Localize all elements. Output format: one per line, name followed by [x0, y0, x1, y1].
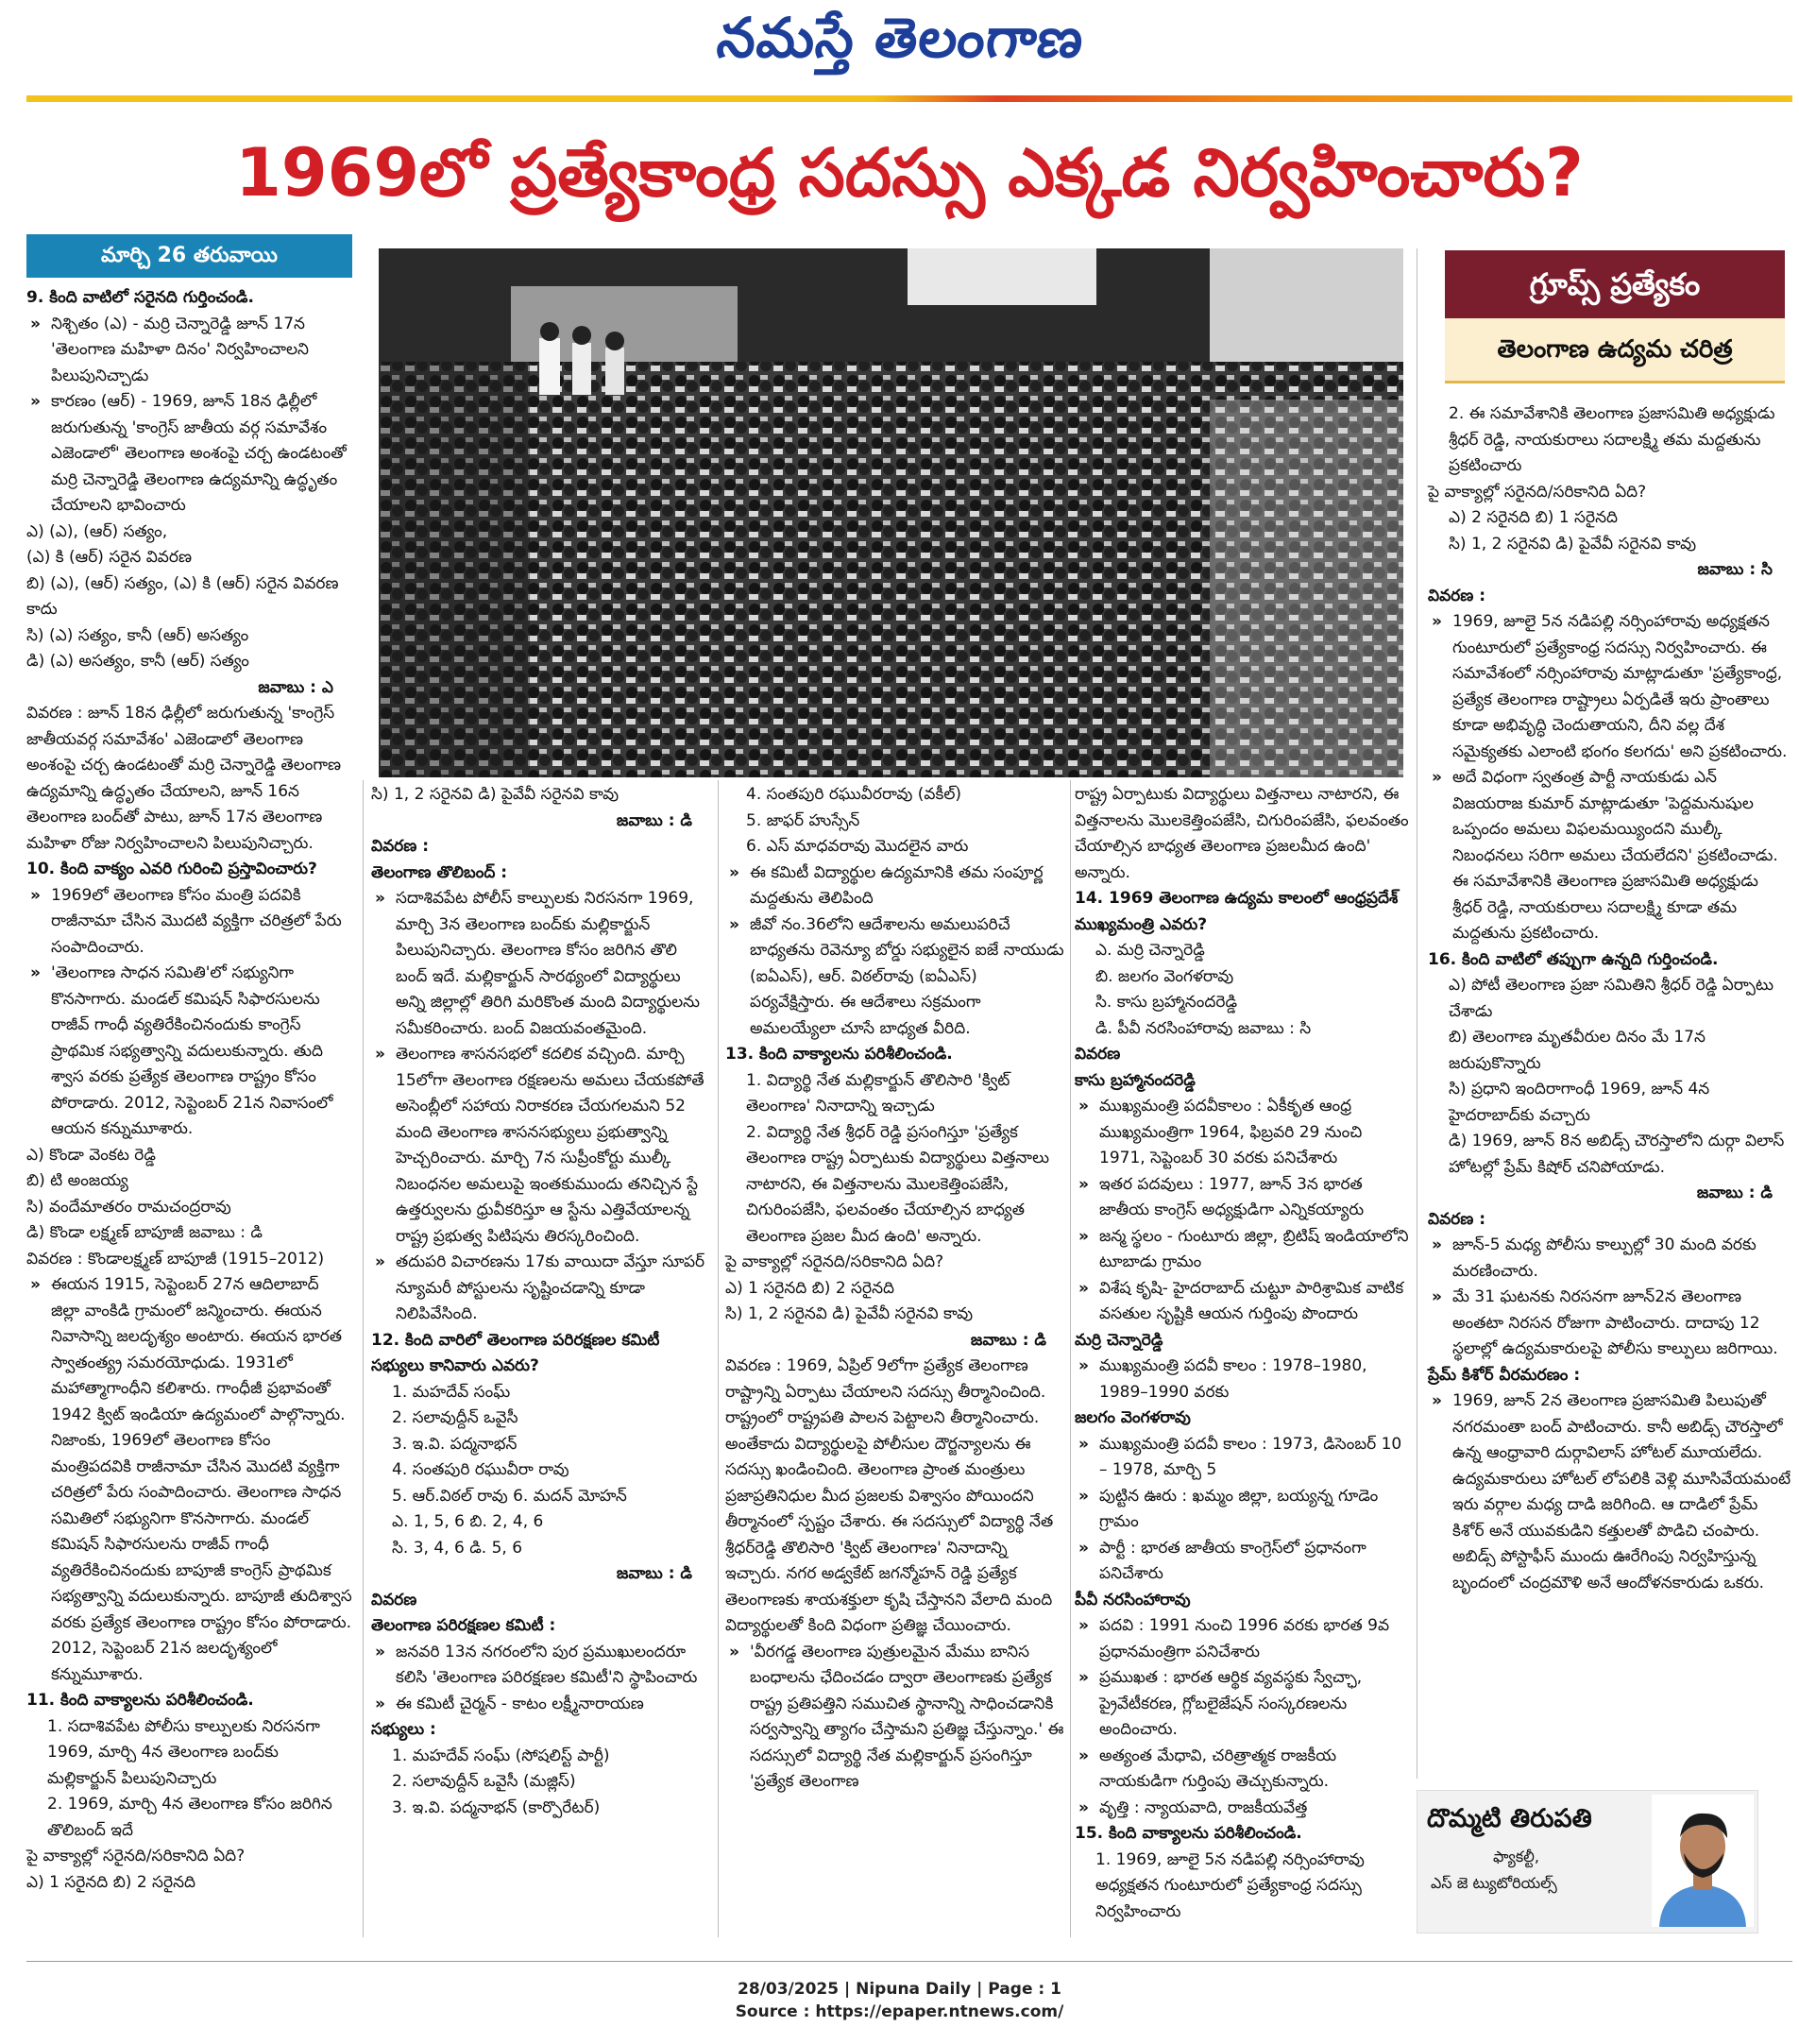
option-item: డి) 1969, జూన్ 8న అబిడ్స్ చౌరస్తాలోని దుర్గా విలాస్ హోటల్లో ప్రేమ్ కిషోర్ చనిపోయాడు.	[1449, 1132, 1785, 1177]
paragraph: డి) కొండా లక్ష్మణ్ బాపూజీ జవాబు : డి	[26, 1223, 263, 1242]
heading: మర్రి చెన్నారెడ్డి	[1075, 1330, 1163, 1350]
paragraph: ఎ) 1 సరైనది బి) 2 సరైనది	[26, 1872, 196, 1892]
option-item: 6. ఎస్ మాధవరావు మొదలైన వారు	[746, 837, 969, 856]
bullet-point: » ఇతర పదవులు : 1977, జూన్ 3న భారత జాతీయ కాంగ్రెస్ అధ్యక్షుడిగా ఎన్నికయ్యారు	[1075, 1172, 1410, 1224]
heading: వివరణ :	[1428, 586, 1486, 605]
answer: జవాబు : డి	[616, 1564, 692, 1583]
option-item: 3. ఇ.వి. పద్మనాభన్	[392, 1434, 518, 1454]
bullet-point: » ఈ కమిటీ విద్యార్థుల ఉద్యమానికి తమ సంపూర్ణ మద్దతును తెలిపింది	[725, 860, 1065, 912]
answer: జవాబు : డి	[970, 1330, 1046, 1350]
paragraph: బి) టి అంజయ్య	[26, 1171, 128, 1190]
heading: వివరణ :	[371, 837, 430, 856]
heading: పీవీ నరసింహారావు	[1075, 1590, 1191, 1610]
paragraph: సి) (ఎ) సత్యం, కానీ (ఆర్) అసత్యం	[26, 625, 249, 645]
footer-date: 28/03/2025 | Nipuna Daily | Page : 1	[738, 1980, 1061, 1999]
author-name: దొమ్మటి తిరుపతి	[1427, 1804, 1592, 1833]
bullet-point: » తెలంగాణ శాసనసభలో కదలిక వచ్చింది. మార్చి 15లోగా తెలంగాణ రక్షణలను అమలు చేయకపోతే అసెంబ్లీలో సహాయ నిరాకరణ చేయగలమని 52 మంది తెలంగాణ శాసనసభ్యులు ప్రభుత్వాన్ని హెచ్చరించారు. మార్చి 7న సుప్రీంకోర్టు ముల్కీ నిబంధనల అమలుపై ఇంతకుముందు తనిచ్చిన స్టే ఉత్తర్వులను ధ్రువీకరిస్తూ ఆ స్టేను ఎత్తివేయాలన్న రాష్ట్ర ప్రభుత్వ పిటిషను తిరస్కరించింది.	[371, 1042, 711, 1250]
option-item: సి) 1, 2 సరైనవి డి) పైవేవీ సరైనవి కావు	[1449, 534, 1697, 554]
masthead-logo: నమస్తే తెలంగాణ	[713, 6, 1087, 70]
bullet-point: » ముఖ్యమంత్రి పదవీకాలం : ఏకీకృత ఆంధ్ర ముఖ్యమంత్రిగా 1964, ఫిబ్రవరి 29 నుంచి 1971, సెప్టెంబర్ 30 వరకు పనిచేశారు	[1075, 1094, 1410, 1172]
bullet-point: » ప్రముఖత : భారత ఆర్థిక వ్యవస్థకు స్వేచ్ఛా, ప్రైవేటీకరణ, గ్లోబలైజేషన్ సంస్కరణలను అందించారు.	[1075, 1665, 1410, 1744]
paragraph: (ఎ) కి (ఆర్) సరైన వివరణ	[26, 548, 192, 567]
headline: 1969లో ప్రత్యేకాంధ్ర సదస్సు ఎక్కడ నిర్వహించారు?	[235, 134, 1584, 212]
author-box	[1417, 1790, 1758, 1933]
answer: జవాబు : డి	[1696, 1184, 1773, 1202]
question: 11. కింది వాక్యాలను పరిశీలించండి.	[26, 1691, 254, 1710]
option-item: డి. పీవీ నరసింహారావు జవాబు : సి	[1095, 1018, 1312, 1038]
paragraph: బి) (ఎ), (ఆర్) సత్యం, (ఎ) కి (ఆర్) సరైన వివరణ కాదు	[26, 573, 339, 619]
question: 15. కింది వాక్యాలను పరిశీలించండి.	[1075, 1824, 1302, 1843]
heading: సభ్యులు :	[371, 1720, 436, 1739]
question: 16. కింది వాటిలో తప్పుగా ఉన్నది గుర్తించండి.	[1428, 949, 1719, 969]
answer: జవాబు : సి	[1697, 560, 1773, 579]
option-item: సి) ప్రధాని ఇందిరాగాంధీ 1969, జూన్ 4న హైదరాబాద్‌కు వచ్చారు	[1449, 1080, 1710, 1125]
column-3	[725, 782, 1065, 1796]
option-item: బి. జలగం వెంగళరావు	[1095, 966, 1234, 986]
heading: వివరణ	[371, 1590, 417, 1610]
option-item: సి. కాసు బ్రహ్మానందరెడ్డి	[1095, 993, 1238, 1012]
question: 10. కింది వాక్యం ఎవరి గురించి ప్రస్తావించారు?	[26, 860, 317, 878]
color-rule	[26, 95, 1792, 102]
bullet-point: » సదాశివపేట పోలీస్ కాల్పులకు నిరసనగా 1969, మార్చి 3న తెలంగాణ బంద్‌కు మల్లికార్జున్ పిలుపునిచ్చారు. తెలంగాణ కోసం జరిగిన తొలి బంద్ ఇదే. మల్లికార్జున్ సారథ్యంలో విద్యార్థులు అన్ని జిల్లాల్లో తిరిగి మరికొంత మంది విద్యార్థులను సమీకరించారు. బంద్ విజయవంతమైంది.	[371, 886, 711, 1042]
bullet-point: » ముఖ్యమంత్రి పదవీ కాలం : 1973, డిసెంబర్ 10 – 1978, మార్చి 5	[1075, 1432, 1410, 1484]
answer: జవాబు : డి	[616, 810, 692, 830]
bullet-point: » ముఖ్యమంత్రి పదవీ కాలం : 1978–1980, 1989–1990 వరకు	[1075, 1354, 1410, 1405]
paragraph: సి) వందేమాతరం రామచంద్రరావు	[26, 1197, 231, 1217]
bullet-point: » 1969లో తెలంగాణ కోసం మంత్రి పదవికి రాజీనామా చేసిన మొదటి వ్యక్తిగా చరిత్రలో పేరు సంపాదించారు.	[26, 883, 352, 962]
bullet-point: » 1969, జూన్ 2న తెలంగాణ ప్రజాసమితి పిలుపుతో నగరమంతా బంద్ పాటించారు. కానీ అబిడ్స్ చౌరస్తాలో ఉన్న ఆంధ్రావారి దుర్గావిలాస్ హోటల్ మూయలేదు. ఉద్యమకారులు హోటల్ లోపలికి వెళ్లి మూసివేయమంటే ఇరు వర్గాల మధ్య దాడి జరిగింది. ఆ దాడిలో ప్రేమ్ కిశోర్ అనే యువకుడిని కత్తులతో పొడిచి చంపారు. అబిడ్స్ పోస్టాఫీస్ ముందు ఊరేగింపు నిర్వహిస్తున్న బృందంలో చంద్రమౌళి అనే ఆందోళనకారుడు ఒకరు.	[1428, 1388, 1791, 1596]
option-item: 2. ఈ సమావేశానికి తెలంగాణ ప్రజాసమితి అధ్యక్షుడు శ్రీధర్ రెడ్డి, నాయకురాలు సదాలక్ష్మి తమ మద్దతును ప్రకటించారు	[1449, 404, 1775, 475]
bullet-point: » 'వీరగడ్డ తెలంగాణ పుత్రులమైన మేము బానిస బంధాలను ఛేదించడం ద్వారా తెలంగాణకు ప్రత్యేక రాష్ట్ర ప్రతిపత్తిని సముచిత స్థానాన్ని సాధించడానికి సర్వస్వాన్ని త్యాగం చేస్తామని ప్రతిజ్ఞ చేస్తున్నాం.' ఈ సదస్సులో విద్యార్థి నేత మల్లికార్జున్ ప్రసంగిస్తూ 'ప్రత్యేక తెలంగాణ	[725, 1640, 1065, 1796]
bullet-point: » జీవో నం.36లోని ఆదేశాలను అమలుపరిచే బాధ్యతను రెవెన్యూ బోర్డు సభ్యులైన ఐజే నాయుడు (ఐఏఎస్), ఆర్. విఠల్‌రావు (ఐఏఎస్) పర్యవేక్షిస్తారు. ఈ ఆదేశాలు సక్రమంగా అమలయ్యేలా చూసే బాధ్యత వీరిది.	[725, 912, 1065, 1043]
column-4	[1075, 782, 1410, 1925]
paragraph: పై వాక్యాల్లో సరైనది/సరికానిది ఏది?	[725, 1252, 944, 1271]
bullet-point: » విశేష కృషి- హైదరాబాద్ చుట్టూ పారిశ్రామిక వాటిక వసతుల సృష్టికి ఆయన గుర్తింపు పొందారు	[1075, 1276, 1410, 1328]
paragraph: పై వాక్యాల్లో సరైనది/సరికానిది ఏది?	[26, 1847, 246, 1865]
option-item: 3. ఇ.వి. పద్మనాభన్ (కార్పొరేటర్)	[392, 1797, 601, 1817]
badge-title: గ్రూప్స్ ప్రత్యేకం	[1445, 250, 1785, 318]
section-tag: మార్చి 26 తరువాయి	[26, 234, 352, 278]
option-item: 1. సదాశివపేట పోలీసు కాల్పులకు నిరసనగా 1969, మార్చి 4న తెలంగాణ బంద్‌కు మల్లికార్జున్ పిలుపునిచ్చారు	[47, 1716, 320, 1788]
heading: తెలంగాణ పరిరక్షణల కమిటీ :	[371, 1616, 556, 1635]
bottom-rule	[26, 1961, 1792, 1962]
heading: వివరణ :	[1428, 1209, 1486, 1229]
paragraph: ఎ) (ఎ), (ఆర్) సత్యం,	[26, 521, 168, 541]
author-org: ఎస్ జె ట్యుటోరియల్స్	[1431, 1874, 1557, 1892]
bullet-point: » జనవరి 13న నగరంలోని పుర ప్రముఖులందరూ కలిసి 'తెలంగాణ పరిరక్షణల కమిటీ'ని స్థాపించారు	[371, 1640, 711, 1692]
option-item: 5. ఆర్.విఠల్ రావు 6. మదన్ మోహన్	[392, 1486, 627, 1506]
option-item: 5. జాఫర్ హుస్సేన్	[746, 810, 860, 830]
footer	[0, 1978, 1799, 2023]
column-2	[371, 782, 711, 1821]
bullet-point: » ఈయన 1915, సెప్టెంబర్ 27న ఆదిలాబాద్ జిల్లా వాంకిడి గ్రామంలో జన్మించారు. ఈయన నివాసాన్ని జలదృశ్యం అంటారు. ఈయన భారత స్వాతంత్య్ర సమరయోధుడు. 1931లో మహాత్మాగాంధీని కలిశారు. గాంధీజీ ప్రభావంతో 1942 క్విట్ ఇండియా ఉద్యమంలో పాల్గొన్నారు. నిజాంకు, 1969లో తెలంగాణ కోసం మంత్రిపదవికి రాజీనామా చేసిన మొదటి వ్యక్తిగా చరిత్రలో పేరు సంపాదించారు. తెలంగాణ సాధన సమితిలో సభ్యునిగా కొనసాగారు. మండల్ కమిషన్ సిఫారసులను రాజీవ్ గాంధీ వ్యతిరేకించినందుకు బాపూజీ కాంగ్రెస్ ప్రాథమిక సభ్యత్వాన్ని వదులుకున్నారు. బాపూజీ తుదిశ్వాస వరకు ప్రత్యేక తెలంగాణ రాష్ట్రం కోసం పోరాడారు. 2012, సెప్టెంబర్ 21న జలదృశ్యంలో కన్నుమూశారు.	[26, 1272, 352, 1688]
author-role: ఫ్యాకల్టీ,	[1493, 1848, 1539, 1865]
bullet-point: » జన్మ స్థలం - గుంటూరు జిల్లా, బ్రిటిష్ ఇండియాలోని టూబాడు గ్రామం	[1075, 1224, 1410, 1276]
option-item: 1. 1969, జూలై 5న నడిపల్లి నర్సింహారావు అధ్యక్షతన గుంటూరులో ప్రత్యేకాంధ్ర సదస్సు నిర్వహించారు	[1095, 1849, 1365, 1921]
paragraph: పై వాక్యాల్లో సరైనది/సరికానిది ఏది?	[1428, 482, 1647, 502]
question: 9. కింది వాటిలో సరైనది గుర్తించండి.	[26, 288, 254, 307]
option-item: 1. మహదేవ్ సంఘ్	[392, 1382, 511, 1402]
divider-2	[718, 780, 719, 1937]
paragraph: డి) (ఎ) అసత్యం, కానీ (ఆర్) సత్యం	[26, 652, 249, 671]
option-item: ఎ) 2 సరైనది బి) 1 సరైనది	[1449, 508, 1619, 527]
question: 13. కింది వాక్యాలను పరిశీలించండి.	[725, 1045, 953, 1064]
bullet-point: » వృత్తి : న్యాయవాది, రాజకీయవేత్త	[1075, 1796, 1410, 1822]
footer-source: Source : https://epaper.ntnews.com/	[735, 2002, 1064, 2021]
option-item: ఎ) పోటీ తెలంగాణ ప్రజా సమితిని శ్రీధర్ రెడ్డి ఏర్పాటు చేశాడు	[1449, 976, 1774, 1021]
column-5	[1428, 401, 1791, 1596]
groups-special-badge	[1445, 250, 1785, 392]
heading: వివరణ	[1075, 1045, 1121, 1064]
bullet-point: » ఈ కమిటీ చైర్మన్ - కాటం లక్ష్మీనారాయణ	[371, 1692, 711, 1718]
bullet-point: » తదుపరి విచారణను 17కు వాయిదా వేస్తూ సూపర్ న్యూమరీ పోస్టులను సృష్టించడాన్ని కూడా నిలిపివేసింది.	[371, 1250, 711, 1328]
question: 14. 1969 తెలంగాణ ఉద్యమ కాలంలో ఆంధ్రప్రదేశ్ ముఖ్యమంత్రి ఎవరు?	[1075, 889, 1399, 934]
option-item: 4. సంతపురి రఘువీరా రావు	[392, 1460, 569, 1479]
bullet-point: » పార్టీ : భారత జాతీయ కాంగ్రెస్‌లో ప్రధానంగా పనిచేశారు	[1075, 1536, 1410, 1588]
option-item: 2. సలావుద్దీన్ ఒవైసీ (మజ్లిస్)	[392, 1772, 576, 1791]
heading: జలగం వెంగళరావు	[1075, 1408, 1191, 1427]
explanation: వివరణ : జూన్ 18న ఢిల్లీలో జరుగుతున్న 'కాంగ్రెస్ జాతీయవర్గ సమావేశం' ఎజెండాలో తెలంగాణ అంశంపై చర్చ ఉండటంతో మర్రి చెన్నారెడ్డి తెలంగాణ ఉద్యమాన్ని ఉద్ధృతం చేయాలని, జూన్ 16న తెలంగాణ బంద్‌తో పాటు, జూన్ 17న తెలంగాణ మహిళా రోజు నిర్వహించాలని పిలుపునిచ్చారు.	[26, 704, 342, 853]
option-item: ఎ. 1, 5, 6 బి. 2, 4, 6	[392, 1512, 544, 1531]
bullet-point: » 1969, జూలై 5న నడిపల్లి నర్సింహారావు అధ్యక్షతన గుంటూరులో ప్రత్యేకాంధ్ర సదస్సు నిర్వహించారు. ఈ సమావేశంలో నర్సింహారావు మాట్లాడుతూ 'ప్రత్యేకాంధ్ర, ప్రత్యేక తెలంగాణ రాష్ట్రాలు ఏర్పడితే ఇరు ప్రాంతాలు కూడా అభివృద్ధి చెందుతాయని, దీని వల్ల దేశ సమైక్యతకు ఎలాంటి భంగం కలగదు' అని ప్రకటించారు.	[1428, 609, 1791, 765]
option-item: 2. 1969, మార్చి 4న తెలంగాణ కోసం జరిగిన తొలిబంద్ ఇదే	[47, 1795, 332, 1840]
paragraph: సి) 1, 2 సరైనవి డి) పైవేవీ సరైనవి కావు	[371, 785, 619, 804]
bullet-point: » 'తెలంగాణ సాధన సమితి'లో సభ్యునిగా కొనసాగారు. మండల్ కమిషన్ సిఫారసులను రాజీవ్ గాంధీ వ్యతిరేకించినందుకు కాంగ్రెస్ ప్రాథమిక సభ్యత్వాన్ని వదులుకున్నారు. తుది శ్వాస వరకు ప్రత్యేక తెలంగాణ రాష్ట్రం కోసం పోరాడారు. 2012, సెప్టెంబర్ 21న నివాసంలో ఆయన కన్నుమూశారు.	[26, 961, 352, 1143]
option-item: 1. మహదేవ్ సంఘ్ (సోషలిస్ట్ పార్టీ)	[392, 1746, 610, 1765]
option-item: 2. సలావుద్దీన్ ఒవైసీ	[392, 1408, 518, 1427]
option-item: బి) తెలంగాణ మృతవీరుల దినం మే 17న జరుపుకొన్నారు	[1449, 1028, 1706, 1073]
option-item: 1. విద్యార్థి నేత మల్లికార్జున్ తొలిసారి 'క్విట్ తెలంగాణ' నినాదాన్ని ఇచ్చాడు	[746, 1070, 1010, 1116]
crowd-image	[379, 248, 1403, 777]
option-item: ఎ. మర్రి చెన్నారెడ్డి	[1095, 941, 1205, 960]
column-1-body	[26, 285, 352, 1896]
bullet-point: » అదే విధంగా స్వతంత్ర పార్టీ నాయకుడు ఎన్ విజయరాజ కుమార్ మాట్లాడుతూ 'పెద్దమనుషుల ఒప్పందం అమలు విఫలమయ్యిందని ముల్కీ నిబంధనలు సరిగా అమలు చేయలేదని' ప్రకటించాడు. ఈ సమావేశానికి తెలంగాణ ప్రజాసమితి అధ్యక్షుడు శ్రీధర్ రెడ్డి, నాయకురాలు సదాలక్ష్మి కూడా తమ మద్దతును ప్రకటించారు.	[1428, 765, 1791, 947]
heading: ప్రేమ్ కిశోర్ వీరమరణం :	[1428, 1365, 1581, 1385]
bullet-point: » పదవి : 1991 నుంచి 1996 వరకు భారత 9వ ప్రధానమంత్రిగా పనిచేశారు	[1075, 1613, 1410, 1665]
answer: జవాబు : ఎ	[258, 677, 333, 697]
paragraph: ఎ) కొండా వెంకట రెడ్డి	[26, 1145, 156, 1165]
bullet-point: » మే 31 ఘటనకు నిరసనగా జూన్2న తెలంగాణ అంతటా నిరసన రోజుగా పాటించారు. దాదాపు 12 స్థలాల్లో ఉద్యమకారులపై పోలీసు కాల్పులు జరిగాయి.	[1428, 1285, 1791, 1363]
heading: కాసు బ్రహ్మానందరెడ్డి	[1075, 1070, 1196, 1090]
bullet-point: » జూన్-5 మధ్య పోలీసు కాల్పుల్లో 30 మంది వరకు మరణించారు.	[1428, 1233, 1791, 1285]
paragraph: ఎ) 1 సరైనది బి) 2 సరైనది	[725, 1278, 895, 1298]
heading: తెలంగాణ తొలిబంద్ :	[371, 862, 508, 882]
bullet-point: » పుట్టిన ఊరు : ఖమ్మం జిల్లా, బయ్యన్న గూడెం గ్రామం	[1075, 1484, 1410, 1536]
option-item: 4. సంతపురి రఘువీరరావు (వకీల్)	[746, 785, 962, 804]
paragraph: సి) 1, 2 సరైనవి డి) పైవేవీ సరైనవి కావు	[725, 1304, 974, 1323]
badge-subtitle: తెలంగాణ ఉద్యమ చరిత్ర	[1445, 318, 1785, 383]
paragraph: రాష్ట్ర ఏర్పాటుకు విద్యార్థులు విత్తనాలు నాటారని, ఈ విత్తనాలను మొలకెత్తింపజేసి, చిగురింపజేసి, ఫలవంతం చేయాల్సిన బాధ్యత తెలంగాణ ప్రజలమీద ఉంది' అన్నారు.	[1075, 785, 1409, 882]
option-item: 2. విద్యార్థి నేత శ్రీధర్ రెడ్డి ప్రసంగిస్తూ 'ప్రత్యేక తెలంగాణ రాష్ట్ర ఏర్పాటుకు విద్యార్థులు విత్తనాలు నాటారని, ఈ విత్తనాలను మొలకెత్తింపజేసి, చిగురింపజేసి, ఫలవంతం చేయాల్సిన బాధ్యత తెలంగాణ ప్రజల మీద ఉంది' అన్నారు.	[746, 1122, 1050, 1246]
explanation: వివరణ : 1969, ఏప్రిల్ 9లోగా ప్రత్యేక తెలంగాణ రాష్ట్రాన్ని ఏర్పాటు చేయాలని సదస్సు తీర్మానించింది. రాష్ట్రంలో రాష్ట్రపతి పాలన పెట్టాలని తీర్మానించారు. అంతేకాదు విద్యార్థులపై పోలీసుల దౌర్జన్యాలను ఈ సదస్సు ఖండించింది. తెలంగాణ ప్రాంత మంత్రులు ప్రజాప్రతినిధుల మీద ప్రజలకు విశ్వాసం పోయిందని తీర్మానంలో స్పష్టం చేశారు. ఈ సదస్సులో విద్యార్థి నేత శ్రీధర్‌రెడ్డి తొలిసారి 'క్విట్ తెలంగాణ' నినాదాన్ని ఇచ్చారు. నగర అడ్వకేట్ జగన్మోహన్ రెడ్డి ప్రత్యేక తెలంగాణకు శాయశక్తులా కృషి చేస్తానని వేలాది మంది విద్యార్థులతో కింది విధంగా ప్రతిజ్ఞ చేయించారు.	[725, 1356, 1054, 1635]
bullet-point: » కారణం (ఆర్) - 1969, జూన్ 18న ఢిల్లీలో జరుగుతున్న 'కాంగ్రెస్ జాతీయ వర్గ సమావేశం ఎజెండాలో' తెలంగాణ అంశంపై చర్చ ఉండటంతో మర్రి చెన్నారెడ్డి తెలంగాణ ఉద్యమాన్ని ఉద్ధృతం చేయాలని భావించారు	[26, 389, 352, 520]
column-1	[26, 234, 352, 1896]
explanation: వివరణ : కొండాలక్ష్మణ్ బాపూజీ (1915–2012)	[26, 1249, 325, 1269]
protest-crowd-photo	[379, 248, 1403, 777]
bullet-point: » నిశ్చితం (ఎ) - మర్రి చెన్నారెడ్డి జూన్ 17న 'తెలంగాణ మహిళా దినం' నిర్వహించాలని పిలుపునిచ్చాడు	[26, 312, 352, 390]
bullet-point: » అత్యంత మేధావి, చరిత్రాత్మక రాజకీయ నాయకుడిగా గుర్తింపు తెచ్చుకున్నారు.	[1075, 1744, 1410, 1796]
divider-3	[1070, 780, 1071, 1937]
divider-1	[363, 780, 364, 1937]
question: 12. కింది వారిలో తెలంగాణ పరిరక్షణల కమిటీ సభ్యులు కానివారు ఎవరు?	[371, 1330, 660, 1375]
option-item: సి. 3, 4, 6 డి. 5, 6	[392, 1538, 523, 1558]
masthead	[0, 6, 1799, 89]
author-photo	[1652, 1795, 1754, 1927]
